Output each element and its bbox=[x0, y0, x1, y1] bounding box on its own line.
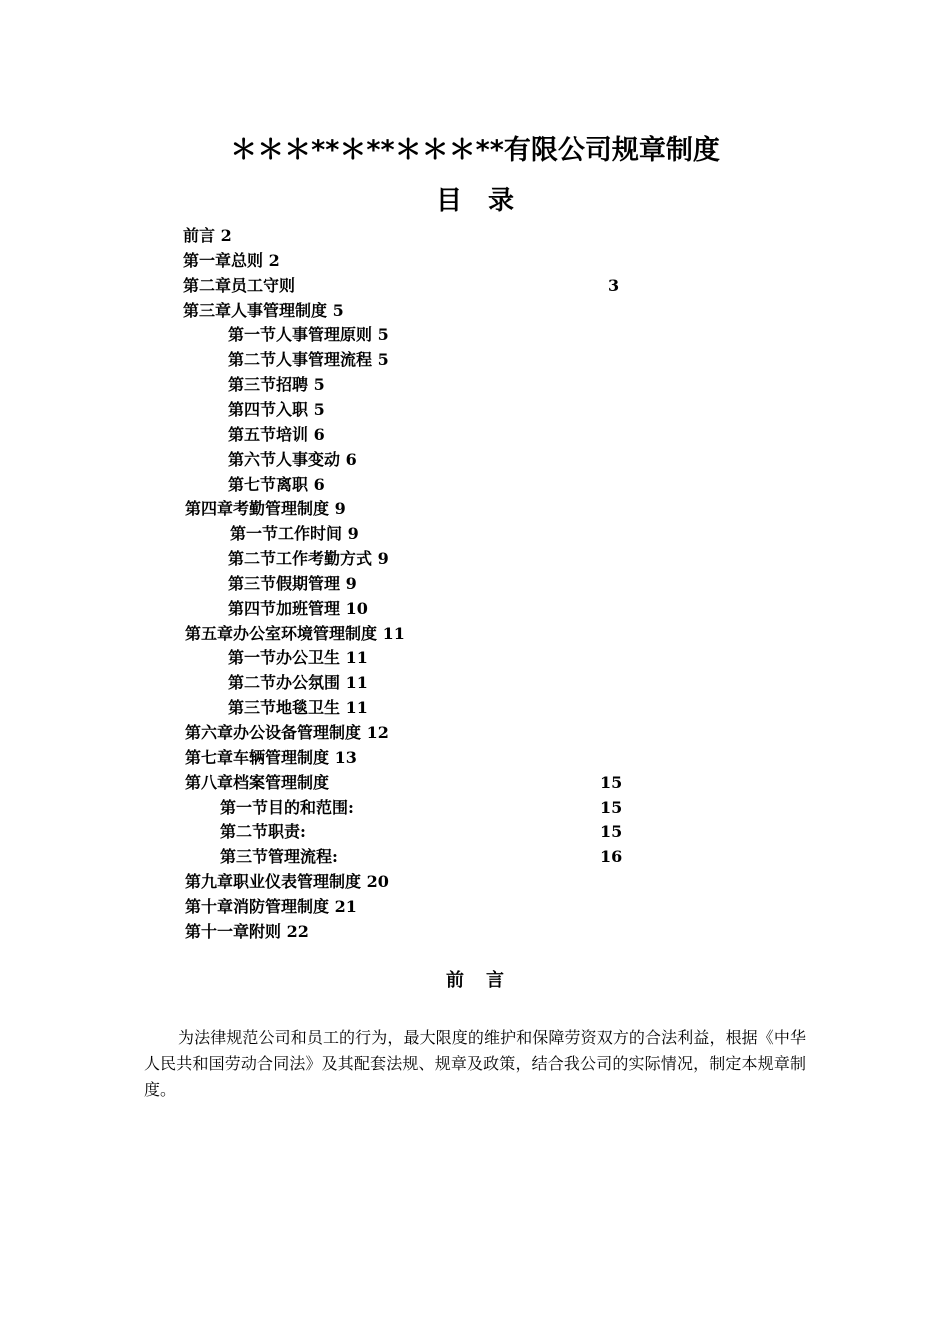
toc-entry[interactable]: 第二章员工守则 bbox=[183, 276, 296, 295]
document-title: ＊＊＊**＊**＊＊＊**有限公司规章制度 bbox=[230, 135, 720, 166]
toc-entry[interactable]: 第三节地毯卫生 11 bbox=[228, 698, 368, 717]
toc-entry[interactable]: 第三节管理流程: bbox=[220, 847, 338, 866]
toc-entry[interactable]: 第六章办公设备管理制度 12 bbox=[185, 723, 389, 742]
toc-entry[interactable]: 第七节离职 6 bbox=[228, 475, 325, 494]
toc-heading: 目录 bbox=[435, 186, 540, 216]
toc-entry[interactable]: 前言 2 bbox=[183, 226, 232, 245]
toc-entry[interactable]: 第一节人事管理原则 5 bbox=[228, 325, 389, 344]
toc-entry[interactable]: 第二节人事管理流程 5 bbox=[228, 350, 389, 369]
toc-entry[interactable]: 第十章消防管理制度 21 bbox=[185, 897, 357, 916]
toc-entry[interactable]: 第六节人事变动 6 bbox=[228, 450, 357, 469]
toc-entry[interactable]: 第四章考勤管理制度 9 bbox=[185, 499, 346, 518]
toc-entry[interactable]: 第八章档案管理制度 bbox=[185, 773, 330, 792]
toc-entry-page-number: 15 bbox=[600, 773, 623, 792]
preface-heading: 前言 bbox=[446, 970, 526, 991]
toc-entry[interactable]: 第二节办公氛围 11 bbox=[228, 673, 368, 692]
toc-entry[interactable]: 第五章办公室环境管理制度 11 bbox=[185, 624, 405, 643]
toc-entry[interactable]: 第五节培训 6 bbox=[228, 425, 325, 444]
toc-entry[interactable]: 第三节假期管理 9 bbox=[228, 574, 357, 593]
toc-entry[interactable]: 第七章车辆管理制度 13 bbox=[185, 748, 357, 767]
toc-entry-page-number: 3 bbox=[608, 276, 620, 295]
toc-entry[interactable]: 第十一章附则 22 bbox=[185, 922, 309, 941]
toc-entry[interactable]: 第二节工作考勤方式 9 bbox=[228, 549, 389, 568]
toc-entry[interactable]: 第三章人事管理制度 5 bbox=[183, 301, 344, 320]
toc-entry[interactable]: 第三节招聘 5 bbox=[228, 375, 325, 394]
toc-entry-page-number: 15 bbox=[600, 798, 623, 817]
toc-entry[interactable]: 第一节办公卫生 11 bbox=[228, 648, 368, 667]
toc-entry[interactable]: 第二节职责: bbox=[220, 822, 306, 841]
toc-entry[interactable]: 第一节目的和范围: bbox=[220, 798, 354, 817]
preface-body: 为法律规范公司和员工的行为，最大限度的维护和保障劳资双方的合法利益，根据《中华人民共和国劳动合同法》及其配套法规、规章及政策，结合我公司的实际情况，制定本规章制度。 bbox=[144, 1028, 806, 1099]
toc-entry[interactable]: 第四节加班管理 10 bbox=[228, 599, 368, 618]
toc-entry[interactable]: 第九章职业仪表管理制度 20 bbox=[185, 872, 389, 891]
toc-entry-page-number: 16 bbox=[600, 847, 623, 866]
toc-entry[interactable]: 第四节入职 5 bbox=[228, 400, 325, 419]
toc-entry[interactable]: 第一节工作时间 9 bbox=[230, 524, 359, 543]
toc-entry-page-number: 15 bbox=[600, 822, 623, 841]
toc-entry[interactable]: 第一章总则 2 bbox=[183, 251, 280, 270]
